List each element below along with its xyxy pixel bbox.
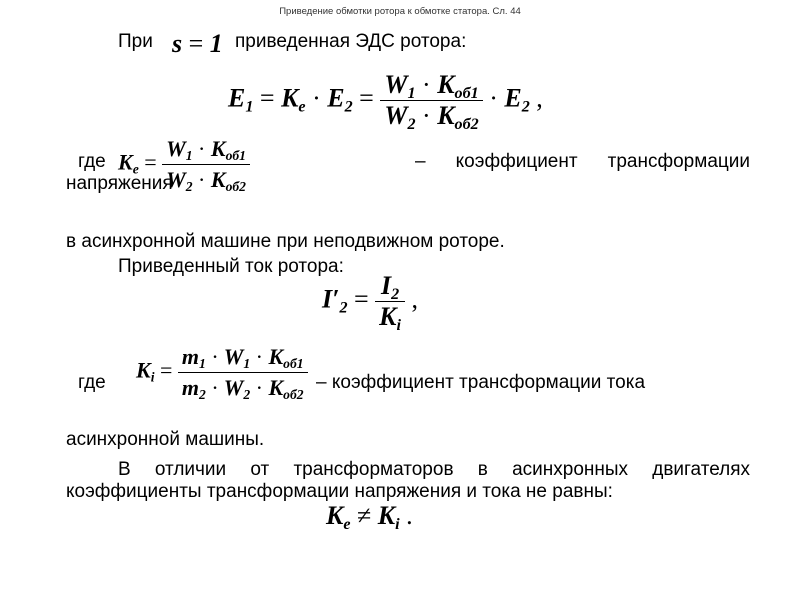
ki-formula: $K_i$ = $\frac{m_1 \cdot W_1 \cdot K_{об1}}{m_2 \cdot W_2 \cdot K_{об2}}$ (136, 342, 308, 403)
p2-line2: напряжения (66, 173, 173, 194)
cond-s: s (172, 29, 183, 58)
cond-eq: = (188, 29, 204, 58)
p1-condition-formula (172, 29, 223, 59)
p4-dash-text: – коэффициент трансформации тока (316, 372, 646, 393)
emf-formula: $E_1 = K_e \cdot E_2$ = $\frac{W_1 \cdot K_{об1}}{W_2 \cdot K_{об2}}$ · $E_2$ , (228, 70, 543, 133)
p5-line1: В отличии от трансформаторов в асинхронных двигателях (118, 459, 750, 480)
emf-fraction: $\frac{W_1 \cdot K_{об1}}{W_2 \cdot K_{об2}}$ (380, 70, 482, 131)
p5-line2: коэффициенты трансформации напряжения и тока не равны: (66, 481, 613, 502)
p4-line2: асинхронной машины. (66, 429, 265, 450)
current-formula: $I'_2$ = $\frac{I_2}{K_i}$ , (322, 271, 418, 334)
page-header: Приведение обмотки ротора к обмотке статора. Сл. 44 (279, 6, 521, 17)
p4-gde: где (78, 372, 106, 393)
p1-text-before: При (118, 31, 153, 52)
p2-gde: где (78, 151, 106, 172)
ke-formula: $K_e$ = $\frac{W_1 \cdot K_{об1}}{W_2 \cdot K_{об2}}$ (118, 134, 250, 195)
p2-line3: в асинхронной машине при неподвижном роторе. (66, 231, 505, 252)
p1-text-after: приведенная ЭДС ротора: (235, 31, 467, 52)
p3-text: Приведенный ток ротора: (118, 256, 344, 277)
cond-one: 1 (209, 29, 223, 58)
p2-dash-text: – коэффициент трансформации (415, 151, 750, 172)
inequality-formula: $K_e \ne K_i$ . (326, 501, 413, 533)
